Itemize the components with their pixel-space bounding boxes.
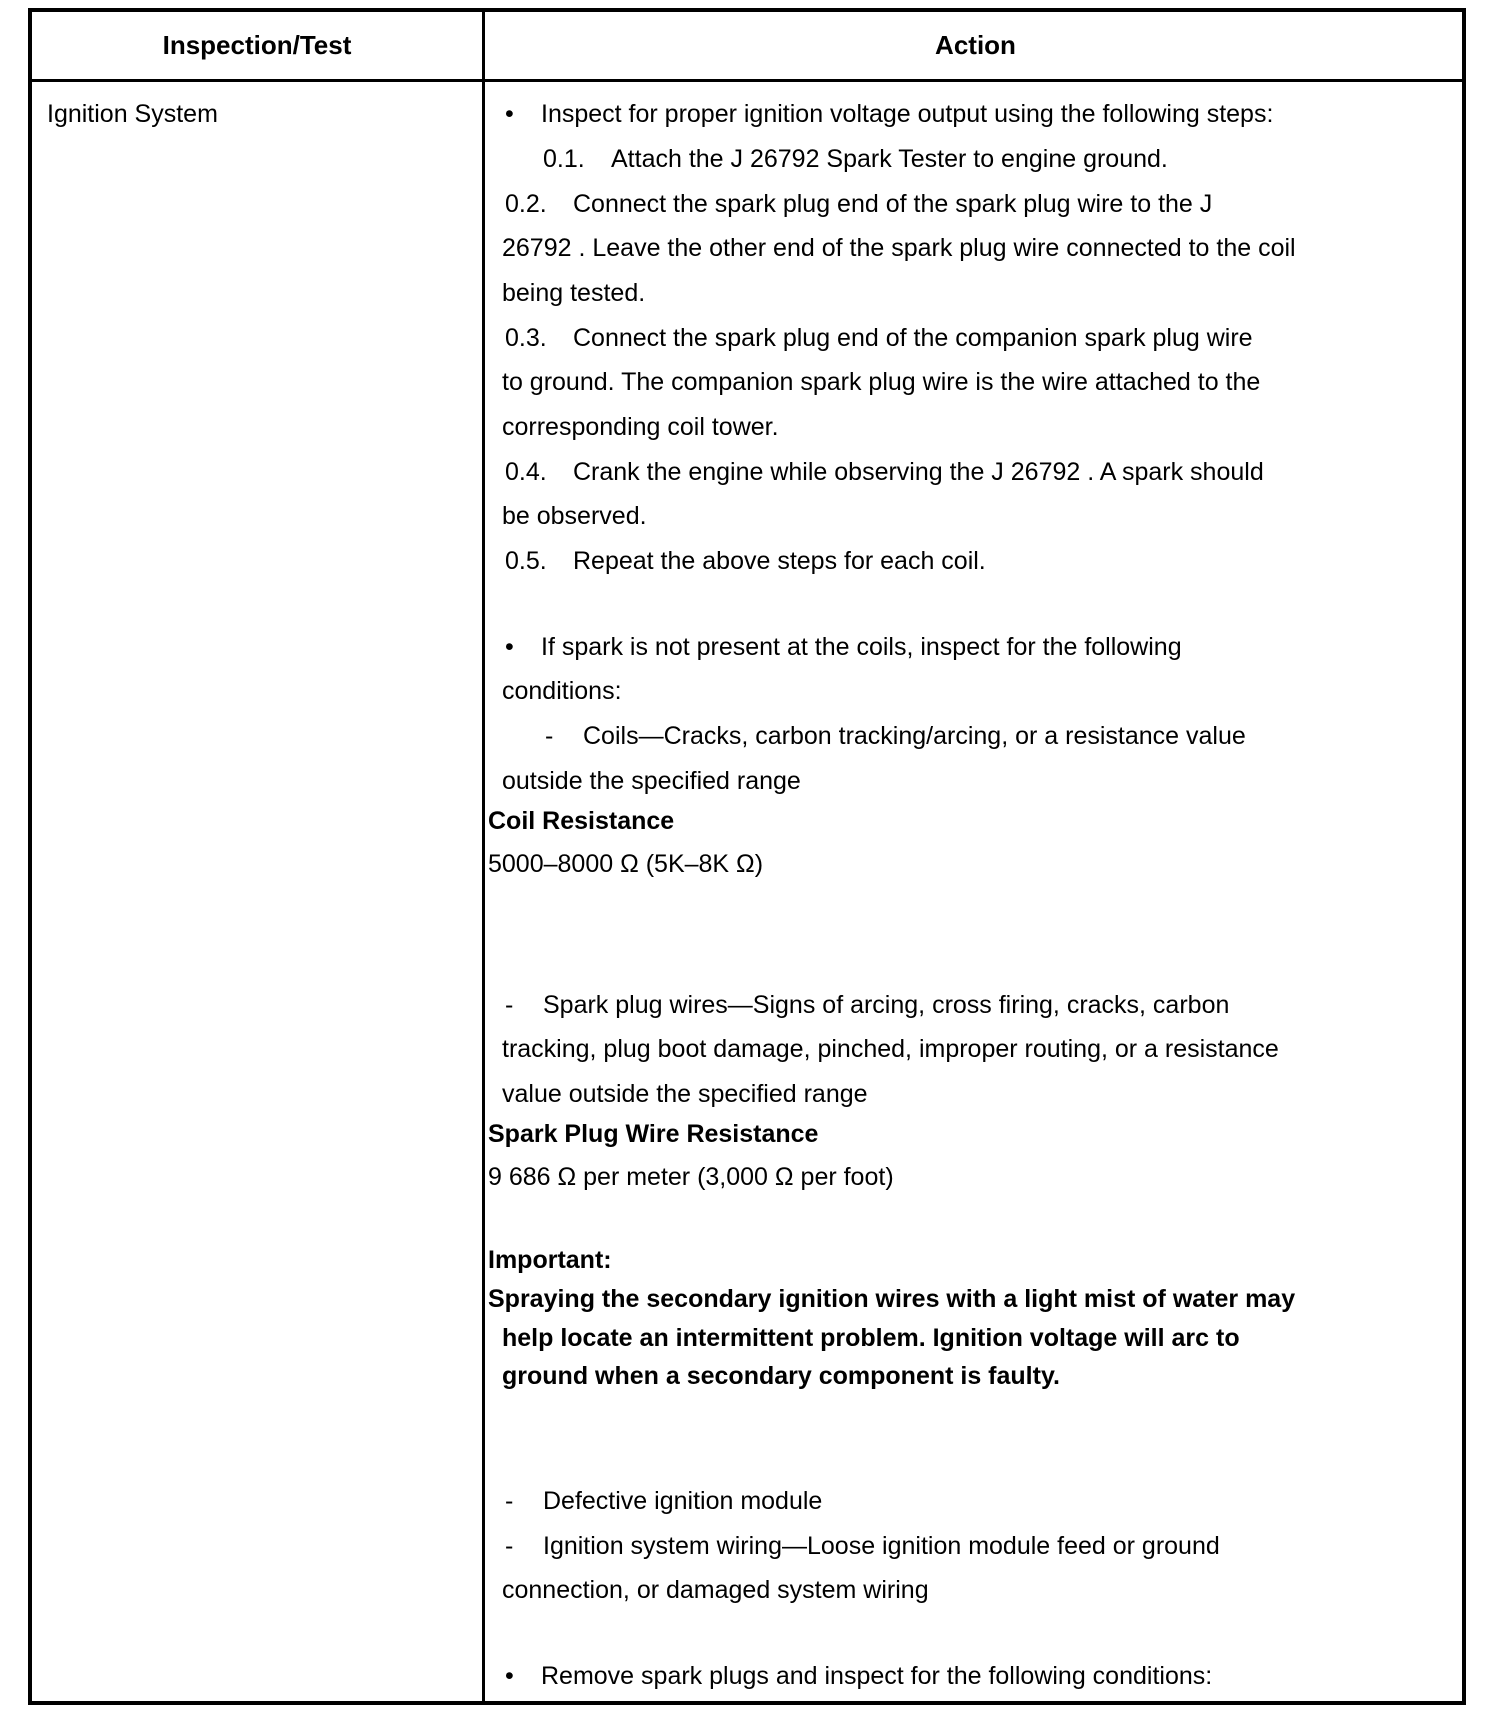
step-number: 0.1. [543, 145, 585, 173]
step-number: 0.4. [505, 458, 547, 486]
coil-resistance-value: 5000–8000 Ω (5K–8K Ω) [488, 850, 764, 878]
header-inspection-test: Inspection/Test [162, 30, 352, 60]
coil-resistance-title: Coil Resistance [488, 807, 675, 835]
step-text: Repeat the above steps for each coil. [573, 547, 986, 575]
inspection-table [28, 8, 1466, 1705]
step-text: being tested. [502, 279, 646, 307]
column-divider [482, 12, 485, 1701]
condition-text: value outside the specified range [502, 1080, 868, 1108]
header-divider [32, 79, 1462, 82]
condition-spark-plug-wires: Spark plug wires—Signs of arcing, cross firing, cracks, carbon [543, 991, 1230, 1019]
header-action: Action [935, 30, 1016, 60]
step-text: Connect the spark plug end of the companion spark plug wire [573, 324, 1253, 352]
dash-icon: - [505, 1487, 514, 1515]
bullet-inspect-voltage: Inspect for proper ignition voltage output using the following steps: [541, 100, 1274, 128]
bullet-icon: • [505, 100, 514, 128]
bullet-icon: • [505, 1662, 514, 1690]
important-note: Spraying the secondary ignition wires with a light mist of water may [488, 1285, 1296, 1313]
step-number: 0.2. [505, 190, 547, 218]
step-text: be observed. [502, 502, 647, 530]
step-text: 26792 . Leave the other end of the spark plug wire connected to the coil [502, 234, 1296, 262]
condition-coils: Coils—Cracks, carbon tracking/arcing, or a resistance value [583, 722, 1246, 750]
wire-resistance-value: 9 686 Ω per meter (3,000 Ω per foot) [488, 1163, 894, 1191]
condition-ignition-wiring: Ignition system wiring—Loose ignition module feed or ground [543, 1532, 1220, 1560]
step-text: Connect the spark plug end of the spark plug wire to the J [573, 190, 1213, 218]
step-number: 0.5. [505, 547, 547, 575]
condition-ignition-module: Defective ignition module [543, 1487, 823, 1515]
important-note: ground when a secondary component is faulty. [502, 1362, 1060, 1390]
condition-text: connection, or damaged system wiring [502, 1576, 929, 1604]
dash-icon: - [545, 722, 554, 750]
inspection-cell: Ignition System [47, 100, 218, 128]
dash-icon: - [505, 1532, 514, 1560]
dash-icon: - [505, 991, 514, 1019]
step-number: 0.3. [505, 324, 547, 352]
wire-resistance-title: Spark Plug Wire Resistance [488, 1120, 819, 1148]
step-text: Attach the J 26792 Spark Tester to engine ground. [611, 145, 1168, 173]
bullet-remove-spark-plugs: Remove spark plugs and inspect for the following conditions: [541, 1662, 1213, 1690]
bullet-icon: • [505, 633, 514, 661]
condition-text: tracking, plug boot damage, pinched, improper routing, or a resistance [502, 1035, 1279, 1063]
important-note: help locate an intermittent problem. Ignition voltage will arc to [502, 1324, 1240, 1352]
important-title: Important: [488, 1246, 612, 1274]
step-text: corresponding coil tower. [502, 413, 779, 441]
step-text: to ground. The companion spark plug wire is the wire attached to the [502, 368, 1261, 396]
bullet-spark-not-present: If spark is not present at the coils, inspect for the following [541, 633, 1182, 661]
step-text: Crank the engine while observing the J 26792 . A spark should [573, 458, 1264, 486]
condition-text: outside the specified range [502, 767, 801, 795]
bullet-text: conditions: [502, 677, 622, 705]
